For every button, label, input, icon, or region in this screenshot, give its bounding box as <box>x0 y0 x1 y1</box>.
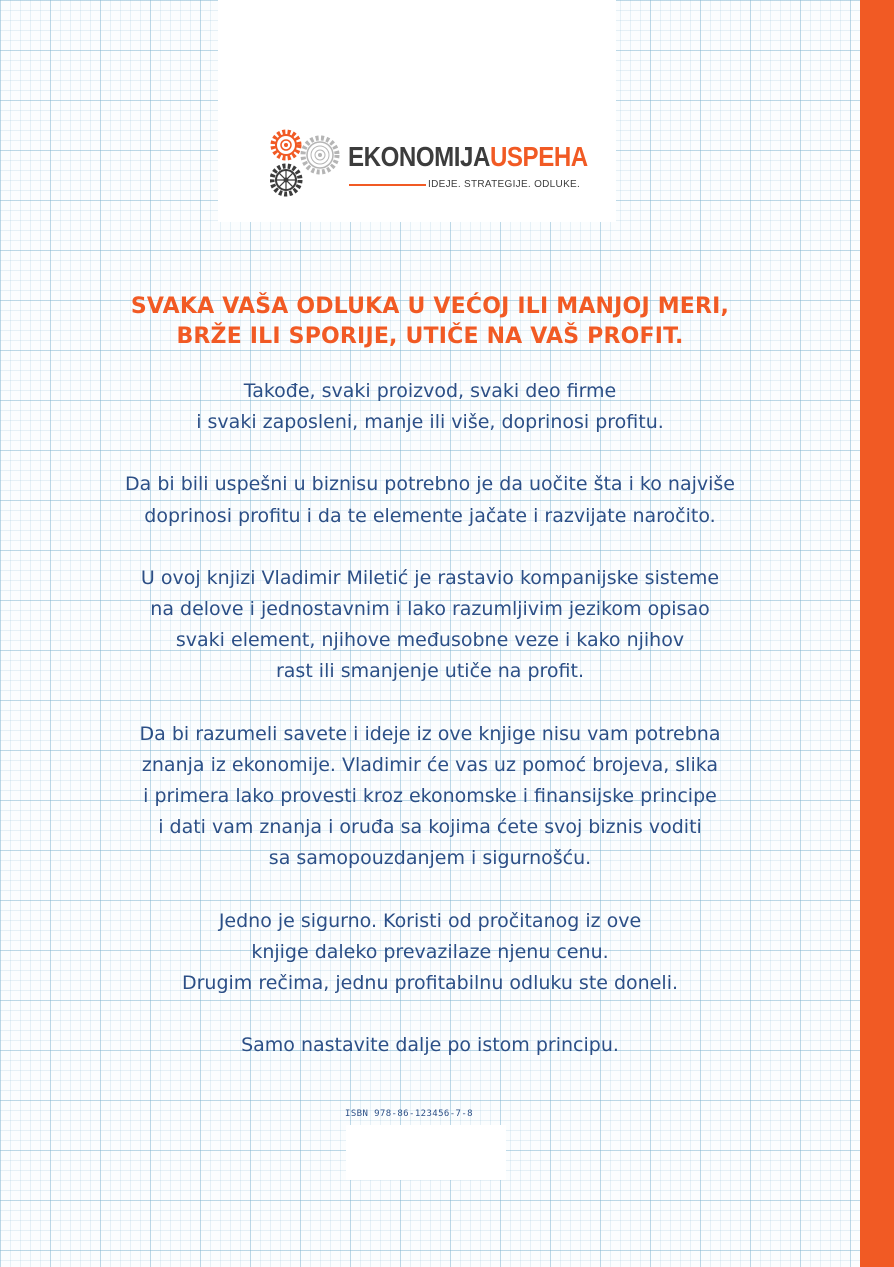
paragraph-line: na delove i jednostavnim i lako razumljivim jezikom opisao <box>150 598 710 621</box>
paragraph-line: U ovoj knjizi Vladimir Miletić je rastavio kompanijske sisteme <box>140 566 720 589</box>
paragraph-line: Jedno je sigurno. Koristi od pročitanog iz ove <box>218 909 642 932</box>
paragraph-line: rast ili smanjenje utiče na profit. <box>275 660 585 683</box>
paragraph-line: svaki element, njihove međusobne veze i kako njihov <box>175 629 685 652</box>
paragraph-line: Samo nastavite dalje po istom principu. <box>241 1034 619 1057</box>
paragraph <box>0 1030 860 1061</box>
paragraph-line: sa samopouzdanjem i sigurnošću. <box>268 847 592 870</box>
paragraph-line: Drugim rečima, jednu profitabilnu odluku ste doneli. <box>181 972 679 995</box>
orange-side-bar <box>860 0 894 1267</box>
paragraph-line: knjige daleko prevazilaze njenu cenu. <box>251 940 609 963</box>
headline-line: BRŽE ILI SPORIJE, UTIČE NA VAŠ PROFIT. <box>176 324 684 349</box>
brand-name <box>348 143 588 171</box>
paragraph-line: Da bi bili uspešni u biznisu potrebno je da uočite šta i ko najviše <box>125 473 735 496</box>
paragraph <box>0 469 860 531</box>
paragraph-line: Da bi razumeli savete i ideje iz ove knjige nisu vam potrebna <box>139 722 721 745</box>
brand-name-part2: USPEHA <box>489 141 588 172</box>
paragraph <box>0 563 860 688</box>
paragraph-line: i dati vam znanja i oruđa sa kojima ćete svoj biznis voditi <box>158 816 702 839</box>
paragraph-line: i primera lako provesti kroz ekonomske i finansijske principe <box>143 785 717 808</box>
paragraph-line: doprinosi profitu i da te elemente jačate i razvijate naročito. <box>144 504 716 527</box>
paragraph-line: i svaki zaposleni, manje ili više, doprinosi profitu. <box>196 411 664 434</box>
paragraph-line: Takođe, svaki proizvod, svaki deo firme <box>243 380 617 402</box>
paragraph <box>0 719 860 875</box>
barcode-area <box>346 1125 506 1180</box>
body-text <box>0 376 860 1092</box>
logo-panel <box>218 0 616 222</box>
paragraph <box>0 906 860 1000</box>
brand-underline <box>349 184 426 186</box>
brand-tagline: IDEJE. STRATEGIJE. ODLUKE. <box>428 179 581 190</box>
gears-logo-icon <box>270 128 348 198</box>
headline-line: SVAKA VAŠA ODLUKA U VEĆOJ ILI MANJOJ MERI, <box>130 294 730 319</box>
paragraph <box>0 376 860 438</box>
headline <box>0 292 860 352</box>
brand-name-part1: EKONOMIJA <box>348 141 490 172</box>
isbn-label: ISBN 978-86-123456-7-8 <box>345 1109 474 1119</box>
paragraph-line: znanja iz ekonomije. Vladimir će vas uz pomoć brojeva, slika <box>141 753 719 776</box>
